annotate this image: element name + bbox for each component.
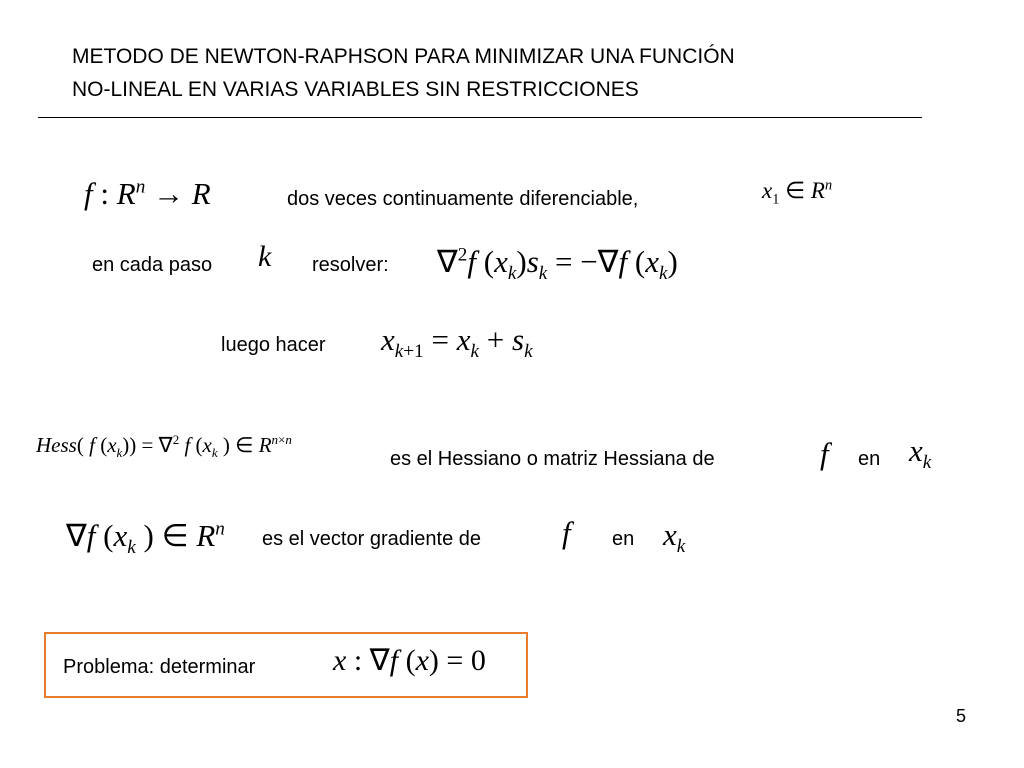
formula-xk-1: $x_k$: [909, 433, 932, 474]
formula-f-symbol-1: f: [820, 436, 829, 471]
formula-update-step: $x_{k+1} = x_k + s_k$: [381, 322, 533, 363]
text-gradiente: es el vector gradiente de: [262, 528, 482, 550]
formula-hessian-definition: Hess( f $(x_k)) = \nabla^2$ f ($x_k$ ) ∈ $R^{n\times n}$: [36, 432, 292, 461]
formula-f-maps-rn-to-r: f : $R^n \to R$: [84, 176, 211, 211]
formula-x1-in-rn: $x_1$ ∈ $R^n$: [762, 177, 833, 208]
formula-gradient-in-rn: ∇f ($x_k$ ) ∈ $R^n$: [66, 518, 225, 559]
formula-stationary-point: x : ∇f (x) = 0: [333, 644, 486, 677]
text-diferenciable: dos veces continuamente diferenciable,: [287, 188, 639, 210]
text-problema: Problema: determinar: [63, 656, 256, 678]
title-line-2: NO-LINEAL EN VARIAS VARIABLES SIN RESTRICCIONES: [72, 78, 639, 101]
slide-title: [72, 40, 735, 106]
formula-xk-2: $x_k$: [663, 517, 686, 558]
text-resolver: resolver:: [312, 254, 389, 276]
formula-newton-system: ∇$^2$f $(x_k)s_k = -\nabla f$ $(x_k)$: [437, 244, 678, 285]
title-line-1: METODO DE NEWTON-RAPHSON PARA MINIMIZAR UNA FUNCIÓN: [72, 45, 735, 68]
text-hessiano: es el Hessiano o matriz Hessiana de: [390, 448, 715, 470]
formula-k: k: [258, 240, 272, 273]
title-divider: [38, 117, 922, 118]
text-en-cada-paso: en cada paso: [92, 254, 213, 276]
formula-f-symbol-2: f: [562, 515, 571, 550]
page-number: 5: [955, 706, 966, 726]
text-en-1: en: [858, 448, 881, 470]
text-luego-hacer: luego hacer: [221, 334, 326, 356]
text-en-2: en: [612, 528, 635, 550]
